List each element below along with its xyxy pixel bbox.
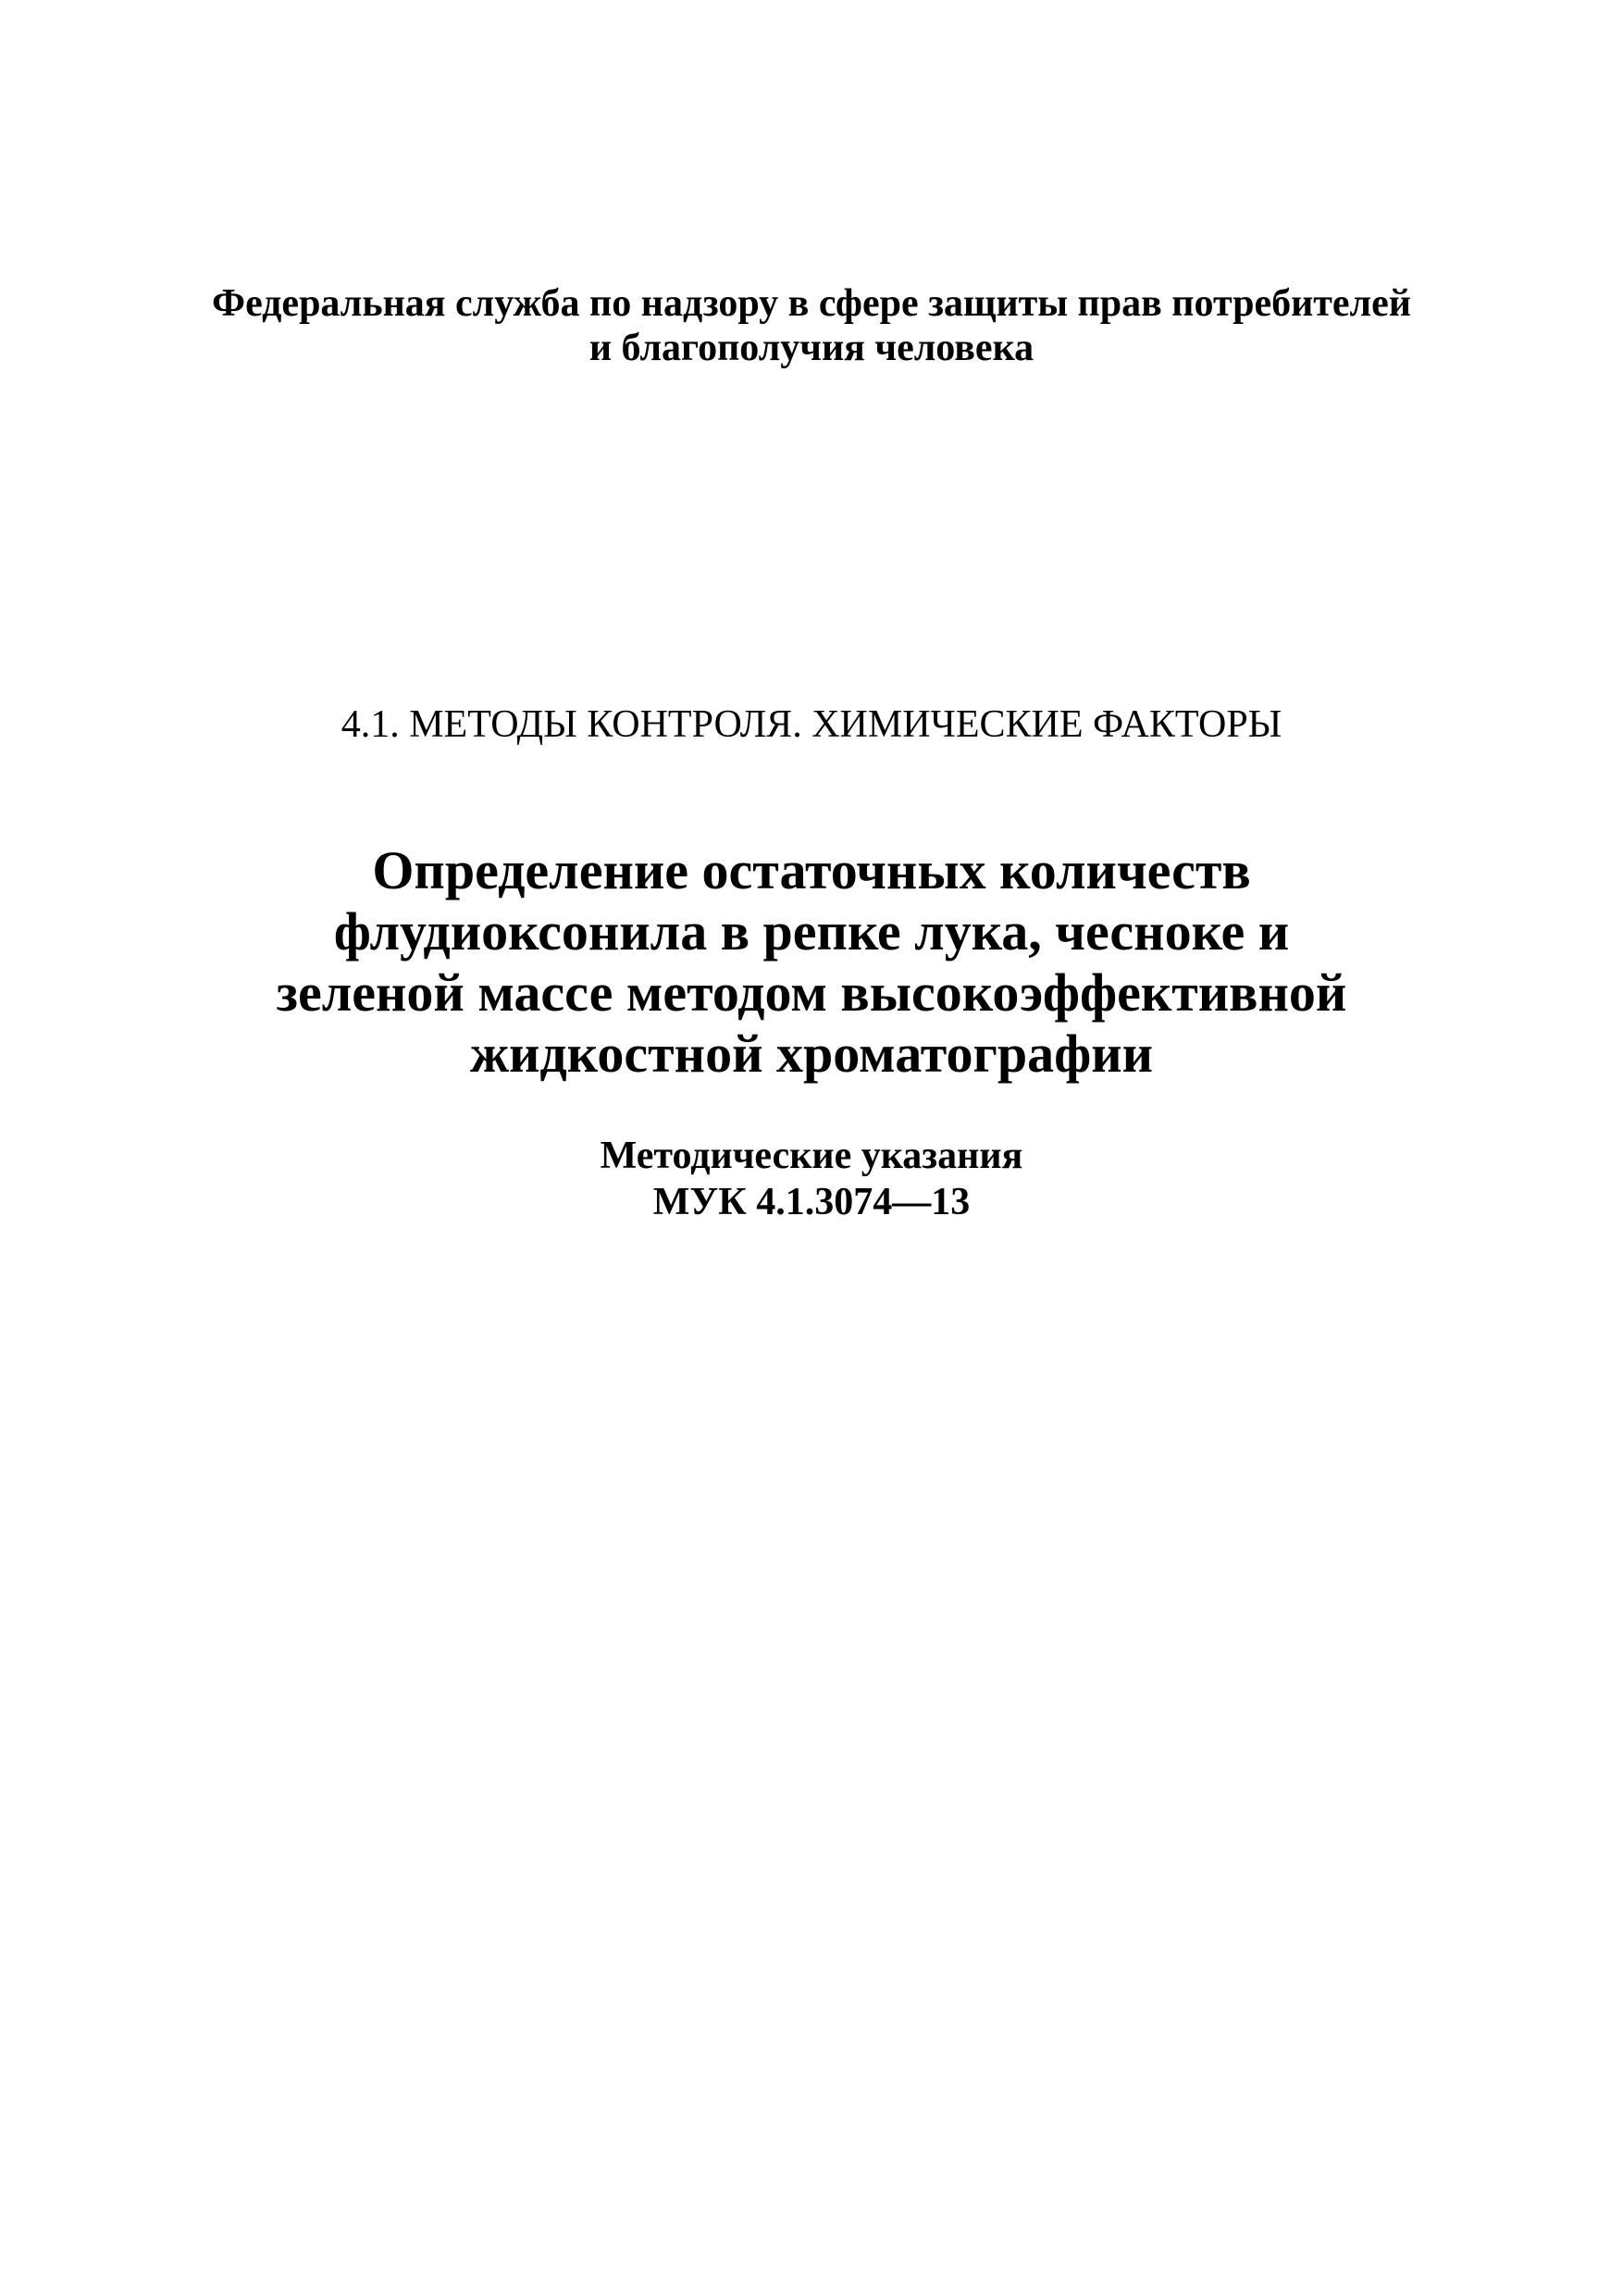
agency-name-line-2: и благополучия человека — [588, 327, 1035, 369]
document-title-line-3: зеленой массе методом высокоэффективной — [276, 962, 1347, 1023]
series-heading: 4.1. МЕТОДЫ КОНТРОЛЯ. ХИМИЧЕСКИЕ ФАКТОРЫ — [341, 703, 1282, 746]
document-title-line-2: флудиоксонила в репке лука, чесноке и — [333, 901, 1290, 962]
document-title-line-1: Определение остаточных количеств — [372, 840, 1251, 900]
document-title-line-4: жидкостной хроматографии — [469, 1024, 1154, 1084]
agency-name-line-1: Федеральная служба по надзору в сфере защиты прав потребителей — [212, 282, 1411, 325]
document-number: МУК 4.1.3074—13 — [652, 1181, 971, 1223]
document-type: Методические указания — [600, 1135, 1023, 1177]
